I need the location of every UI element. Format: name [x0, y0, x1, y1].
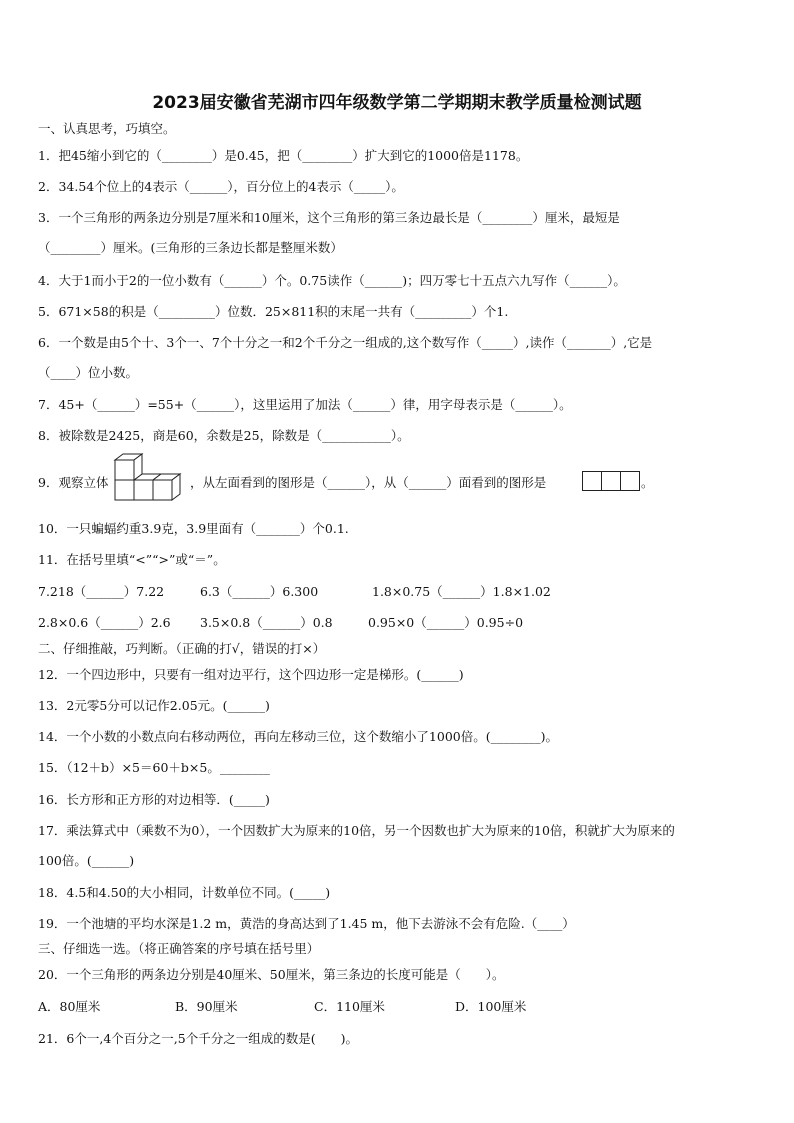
- question-18: 18．4.5和4.50的大小相同，计数单位不同。(_____): [38, 885, 331, 900]
- question-3-line-1: 3．一个三角形的两条边分别是7厘米和10厘米，这个三角形的第三条边最长是（________）厘米，最短是: [38, 210, 620, 225]
- option-d: D．100厘米: [455, 999, 527, 1014]
- three-squares-view-icon: [582, 471, 640, 491]
- solid-figure-icon: [114, 456, 186, 502]
- question-6-line-1: 6．一个数是由5个十、3个一、7个十分之一和2个千分之一组成的,这个数写作（_____）,读作（_______）,它是: [38, 335, 653, 350]
- question-3-line-2: （________）厘米。(三角形的三条边长都是整厘米数）: [38, 240, 343, 255]
- section-heading-2: 二、仔细推敲，巧判断。（正确的打√，错误的打×）: [38, 641, 326, 656]
- compare-item: 7.218（______）7.22: [38, 584, 165, 599]
- question-13: 13．2元零5分可以记作2.05元。(______): [38, 698, 270, 713]
- question-19: 19．一个池塘的平均水深是1.2 m，黄浩的身高达到了1.45 m，他下去游泳不会有危险.（____）: [38, 916, 575, 931]
- question-17-line-2: 100倍。(______): [38, 853, 135, 868]
- question-11: 11．在括号里填“<”“>”或“＝”。: [38, 552, 226, 567]
- compare-item: 3.5×0.8（______）0.8: [200, 615, 333, 630]
- question-9-middle: ，从左面看到的图形是（______），从（______）面看到的图形是: [190, 475, 547, 490]
- question-5: 5．671×58的积是（_________）位数．25×811积的末尾一共有（_________）个1.: [38, 304, 509, 319]
- question-14: 14．一个小数的小数点向右移动两位，再向左移动三位，这个数缩小了1000倍。(________)。: [38, 729, 558, 744]
- section-heading-3: 三、仔细选一选。（将正确答案的序号填在括号里）: [38, 941, 320, 956]
- question-6-line-2: （____）位小数。: [38, 365, 139, 380]
- compare-item: 6.3（______）6.300: [200, 584, 319, 599]
- option-c: C．110厘米: [314, 999, 385, 1014]
- option-a: A．80厘米: [38, 999, 101, 1014]
- question-9-end: 。: [641, 475, 654, 490]
- question-4: 4．大于1而小于2的一位小数有（______）个。0.75读作（______)；四万零七十五点六九写作（______）。: [38, 273, 626, 288]
- question-8: 8．被除数是2425，商是60，余数是25，除数是（___________）。: [38, 428, 410, 443]
- question-12: 12．一个四边形中，只要有一组对边平行，这个四边形一定是梯形。(______): [38, 667, 464, 682]
- question-21: 21．6个一,4个百分之一,5个千分之一组成的数是( )。: [38, 1031, 358, 1046]
- section-heading-1: 一、认真思考，巧填空。: [38, 121, 176, 136]
- question-17-line-1: 17．乘法算式中（乘数不为0），一个因数扩大为原来的10倍，另一个因数也扩大为原来的10倍，积就扩大为原来的: [38, 823, 675, 838]
- question-10: 10．一只蝙蝠约重3.9克，3.9里面有（_______）个0.1.: [38, 521, 349, 536]
- question-15: 15．（12＋b）×5＝60＋b×5。________: [38, 760, 270, 775]
- question-1: 1．把45缩小到它的（________）是0.45，把（________）扩大到它的1000倍是1178。: [38, 148, 529, 163]
- compare-item: 2.8×0.6（______）2.6: [38, 615, 171, 630]
- question-20: 20．一个三角形的两条边分别是40厘米、50厘米，第三条边的长度可能是（ ）。: [38, 967, 505, 982]
- page-title: 2023届安徽省芜湖市四年级数学第二学期期末教学质量检测试题: [152, 93, 642, 113]
- question-7: 7．45+（______）=55+（______），这里运用了加法（______）律，用字母表示是（______）。: [38, 397, 572, 412]
- compare-item: 0.95×0（______）0.95÷0: [368, 615, 524, 630]
- question-2: 2．34.54个位上的4表示（______），百分位上的4表示（_____）。: [38, 179, 404, 194]
- option-b: B．90厘米: [175, 999, 238, 1014]
- compare-item: 1.8×0.75（______）1.8×1.02: [372, 584, 551, 599]
- question-16: 16．长方形和正方形的对边相等．(_____): [38, 792, 270, 807]
- question-9-prefix: 9．观察立体: [38, 475, 109, 490]
